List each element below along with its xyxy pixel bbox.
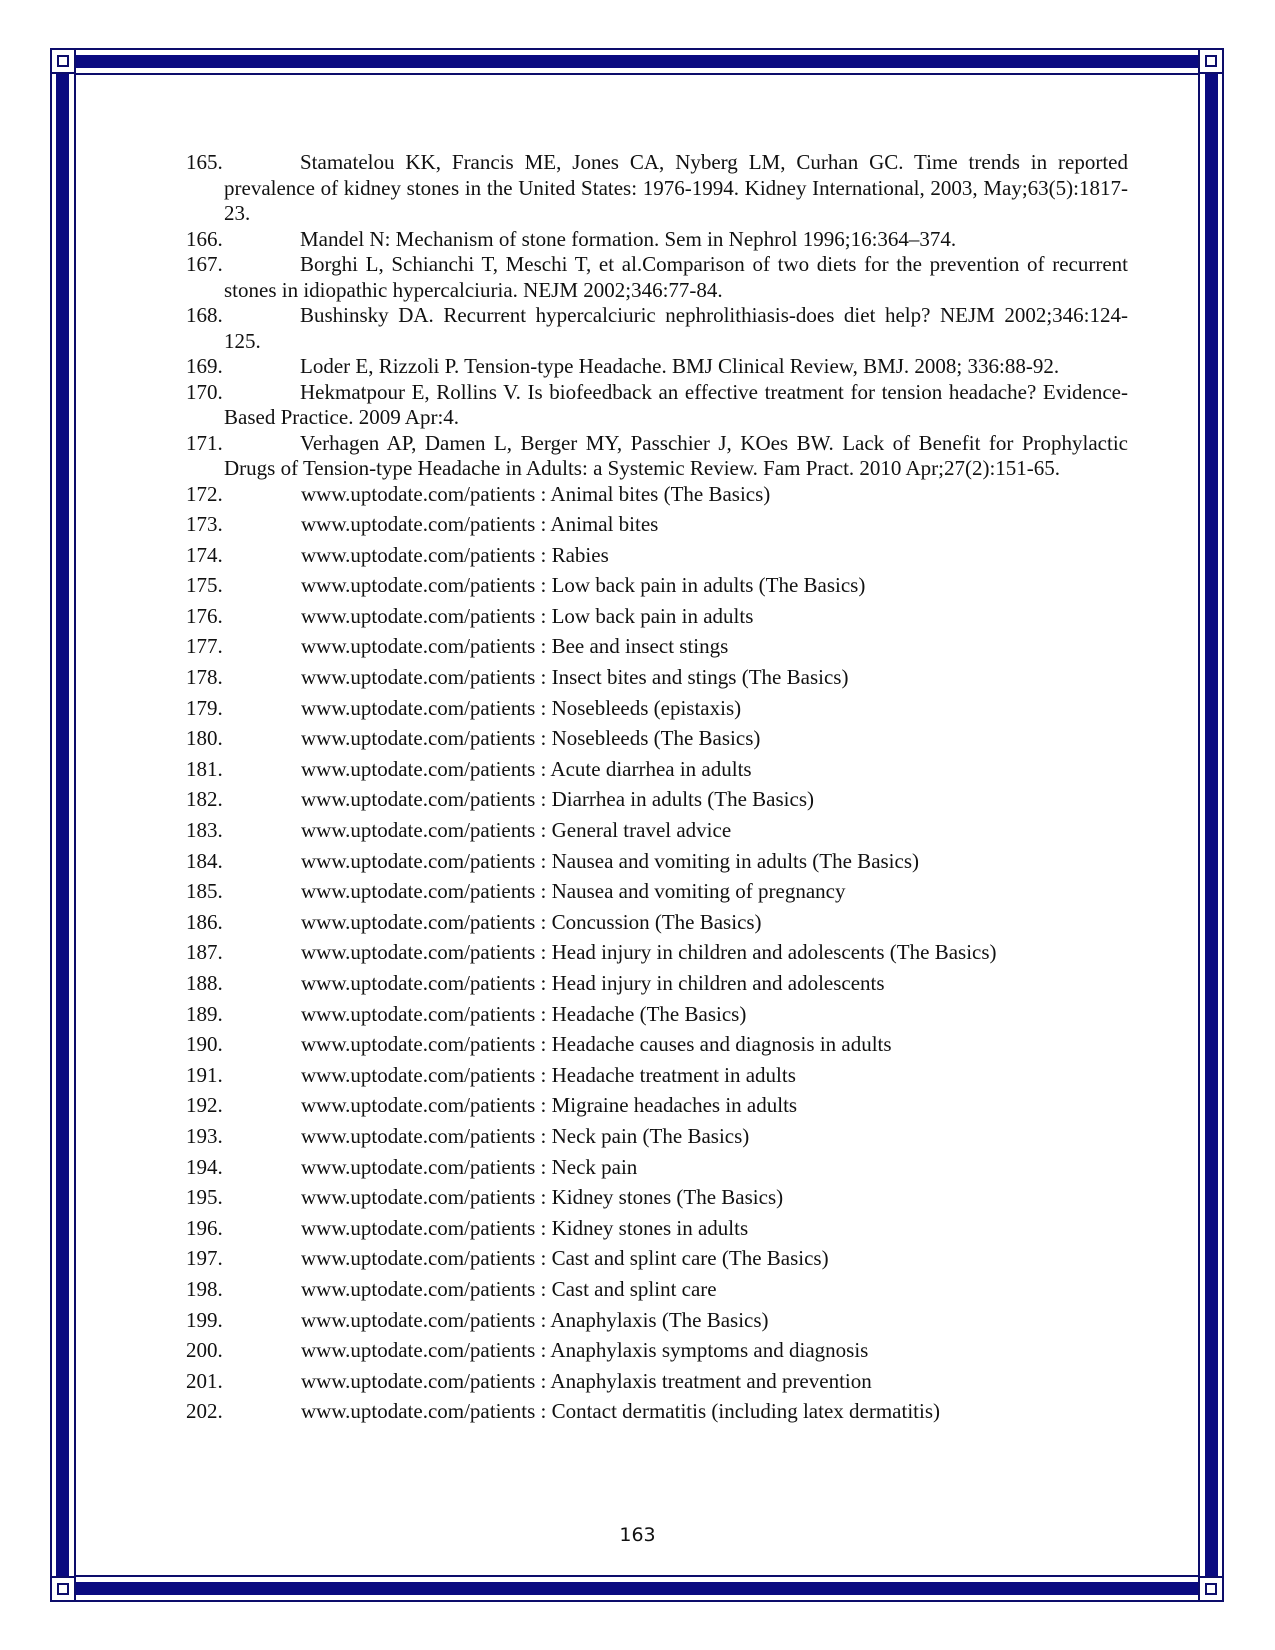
reference-text: www.uptodate.com/patients : Nosebleeds (epistaxis)	[301, 695, 742, 720]
reference-text: www.uptodate.com/patients : Animal bites	[301, 512, 659, 537]
reference-number: 176.	[186, 603, 223, 628]
reference-number: 195.	[186, 1185, 223, 1210]
reference-item	[186, 971, 1128, 1002]
reference-number: 200.	[186, 1338, 223, 1363]
reference-number: 166.	[186, 226, 223, 251]
reference-text: www.uptodate.com/patients : Headache treatment in adults	[301, 1062, 796, 1087]
reference-item	[186, 849, 1128, 880]
reference-number: 188.	[186, 971, 223, 995]
reference-number: 191.	[186, 1062, 223, 1087]
border-corner-ornament	[1198, 48, 1224, 74]
reference-number: 174.	[186, 542, 223, 567]
reference-item	[186, 604, 1128, 635]
reference-item	[186, 252, 1128, 303]
reference-text: www.uptodate.com/patients : Anaphylaxis treatment and prevention	[301, 1368, 872, 1393]
reference-text: www.uptodate.com/patients : Kidney stones in adults	[301, 1215, 749, 1240]
reference-item	[186, 665, 1128, 696]
reference-text: www.uptodate.com/patients : Kidney stones (The Basics)	[301, 1185, 784, 1210]
reference-item	[186, 1399, 1128, 1430]
reference-item	[186, 787, 1128, 818]
reference-item	[186, 940, 1128, 971]
reference-text: www.uptodate.com/patients : Anaphylaxis (The Basics)	[301, 1307, 769, 1332]
reference-number: 180.	[186, 726, 223, 751]
reference-text: www.uptodate.com/patients : Nosebleeds (The Basics)	[301, 726, 761, 751]
reference-text: www.uptodate.com/patients : General travel advice	[301, 818, 732, 843]
reference-item	[186, 1308, 1128, 1339]
reference-item	[186, 573, 1128, 604]
reference-item	[186, 1063, 1128, 1094]
reference-number: 189.	[186, 1001, 223, 1026]
reference-text: www.uptodate.com/patients : Anaphylaxis symptoms and diagnosis	[301, 1338, 869, 1363]
reference-item	[186, 1216, 1128, 1247]
reference-item	[186, 1032, 1128, 1063]
reference-item	[186, 431, 1128, 482]
reference-number: 201.	[186, 1368, 223, 1393]
reference-number: 171.	[186, 430, 223, 455]
reference-number: 187.	[186, 940, 223, 965]
reference-list	[186, 150, 1128, 1430]
reference-text: www.uptodate.com/patients : Bee and insect stings	[301, 634, 729, 659]
reference-item	[186, 380, 1128, 431]
reference-number: 173.	[186, 512, 223, 537]
reference-text: Stamatelou KK, Francis ME, Jones CA, Nyberg LM, Curhan GC. Time trends in reported prevalence of kidney stones in the United States: 1976-1994. Kidney International, 2003, May;63(5):1817-23.	[224, 150, 1128, 225]
reference-number: 169.	[186, 354, 223, 378]
reference-item	[186, 879, 1128, 910]
reference-number: 193.	[186, 1123, 223, 1148]
reference-number: 167.	[186, 252, 223, 276]
reference-text: www.uptodate.com/patients : Contact dermatitis (including latex dermatitis)	[301, 1399, 940, 1424]
reference-number: 194.	[186, 1154, 223, 1179]
reference-number: 184.	[186, 848, 223, 873]
reference-text: www.uptodate.com/patients : Headache (The Basics)	[301, 1001, 747, 1026]
reference-text: Mandel N: Mechanism of stone formation. Sem in Nephrol 1996;16:364–374.	[300, 226, 957, 251]
reference-text: www.uptodate.com/patients : Headache causes and diagnosis in adults	[301, 1032, 892, 1057]
reference-number: 178.	[186, 665, 223, 690]
reference-number: 168.	[186, 303, 223, 327]
reference-item	[186, 1093, 1128, 1124]
reference-text: Verhagen AP, Damen L, Berger MY, Passchier J, KOes BW. Lack of Benefit for Prophylactic Drugs of Tension-type Headache in Adults: a Systemic Review. Fam Pract. 2010 Apr;27(2):151-65.	[224, 430, 1128, 480]
short-reference-group	[186, 482, 1128, 1430]
reference-item	[186, 634, 1128, 665]
reference-number: 181.	[186, 756, 223, 781]
reference-item	[186, 303, 1128, 354]
reference-number: 197.	[186, 1246, 223, 1271]
page-number: 163	[619, 1524, 656, 1546]
reference-number: 202.	[186, 1399, 223, 1424]
reference-item	[186, 1277, 1128, 1308]
reference-item	[186, 150, 1128, 227]
reference-number: 185.	[186, 879, 223, 904]
reference-text: www.uptodate.com/patients : Low back pain in adults	[301, 603, 754, 628]
reference-item	[186, 482, 1128, 513]
reference-number: 198.	[186, 1276, 223, 1301]
reference-text: www.uptodate.com/patients : Rabies	[301, 542, 609, 567]
reference-text: Bushinsky DA. Recurrent hypercalciuric nephrolithiasis-does diet help? NEJM 2002;346:124-125.	[224, 303, 1128, 353]
reference-item	[186, 1155, 1128, 1186]
reference-number: 177.	[186, 634, 223, 659]
reference-item	[186, 1338, 1128, 1369]
reference-number: 172.	[186, 481, 223, 506]
reference-text: www.uptodate.com/patients : Head injury in children and adolescents	[301, 971, 885, 995]
reference-text: Loder E, Rizzoli P. Tension-type Headache. BMJ Clinical Review, BMJ. 2008; 336:88-92.	[300, 354, 1060, 378]
reference-number: 196.	[186, 1215, 223, 1240]
reference-text: www.uptodate.com/patients : Diarrhea in adults (The Basics)	[301, 787, 814, 812]
reference-text: www.uptodate.com/patients : Head injury in children and adolescents (The Basics)	[301, 940, 997, 965]
reference-item	[186, 227, 1128, 253]
reference-item	[186, 696, 1128, 727]
reference-text: www.uptodate.com/patients : Neck pain	[301, 1154, 638, 1179]
reference-item	[186, 1124, 1128, 1155]
reference-item	[186, 1002, 1128, 1033]
reference-number: 186.	[186, 909, 223, 934]
reference-text: www.uptodate.com/patients : Concussion (The Basics)	[301, 909, 762, 934]
reference-item	[186, 543, 1128, 574]
reference-number: 182.	[186, 787, 223, 812]
reference-text: www.uptodate.com/patients : Nausea and vomiting of pregnancy	[301, 879, 846, 904]
reference-number: 190.	[186, 1032, 223, 1057]
reference-item	[186, 1185, 1128, 1216]
reference-item	[186, 354, 1128, 380]
border-corner-ornament	[50, 48, 76, 74]
border-corner-ornament	[50, 1576, 76, 1602]
reference-number: 179.	[186, 695, 223, 720]
long-reference-group	[186, 150, 1128, 482]
reference-item	[186, 1369, 1128, 1400]
reference-number: 192.	[186, 1093, 223, 1118]
reference-text: www.uptodate.com/patients : Acute diarrhea in adults	[301, 756, 752, 781]
reference-number: 199.	[186, 1307, 223, 1332]
reference-item	[186, 1246, 1128, 1277]
reference-item	[186, 726, 1128, 757]
border-corner-ornament	[1198, 1576, 1224, 1602]
reference-number: 165.	[186, 150, 223, 174]
reference-number: 170.	[186, 379, 223, 404]
reference-item	[186, 512, 1128, 543]
reference-text: www.uptodate.com/patients : Insect bites and stings (The Basics)	[301, 665, 849, 690]
reference-text: Hekmatpour E, Rollins V. Is biofeedback an effective treatment for tension headache? Evidence-Based Practice. 2009 Apr:4.	[224, 379, 1128, 429]
reference-number: 183.	[186, 818, 223, 843]
reference-text: www.uptodate.com/patients : Animal bites (The Basics)	[301, 481, 771, 506]
reference-item	[186, 818, 1128, 849]
reference-text: www.uptodate.com/patients : Low back pain in adults (The Basics)	[301, 573, 866, 598]
reference-text: www.uptodate.com/patients : Cast and splint care (The Basics)	[301, 1246, 829, 1271]
reference-text: www.uptodate.com/patients : Neck pain (The Basics)	[301, 1123, 750, 1148]
reference-text: www.uptodate.com/patients : Nausea and vomiting in adults (The Basics)	[301, 848, 920, 873]
reference-text: Borghi L, Schianchi T, Meschi T, et al.Comparison of two diets for the prevention of recurrent stones in idiopathic hypercalciuria. NEJM 2002;346:77-84.	[224, 252, 1128, 302]
reference-text: www.uptodate.com/patients : Cast and splint care	[301, 1276, 717, 1301]
reference-text: www.uptodate.com/patients : Migraine headaches in adults	[301, 1093, 798, 1118]
reference-item	[186, 910, 1128, 941]
reference-item	[186, 757, 1128, 788]
reference-number: 175.	[186, 573, 223, 598]
